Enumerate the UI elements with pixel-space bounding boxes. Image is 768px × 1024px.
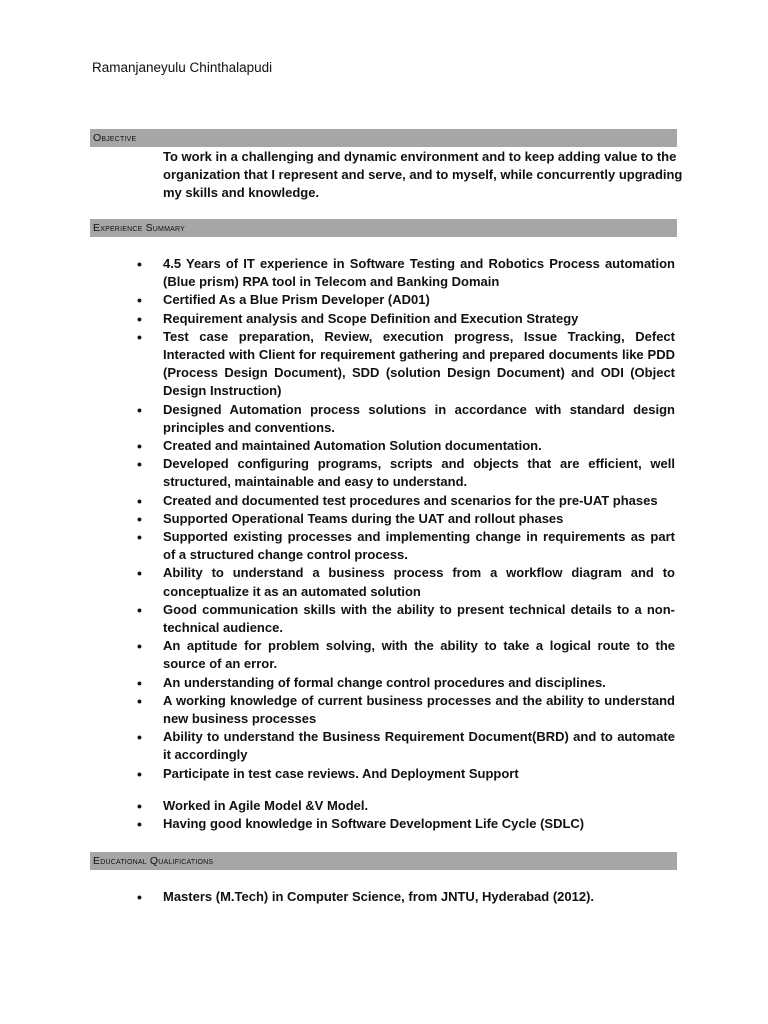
list-item: • Certified As a Blue Prism Developer (AD01) [0,291,675,309]
list-item: • Developed configuring programs, scripts and objects that are efficient, well structured, maintainable and easy to understand. [0,455,675,491]
experience-list [0,255,675,783]
experience-extra-list [0,797,675,833]
list-item: • Test case preparation, Review, execution progress, Issue Tracking, Defect Interacted with Client for requirement gathering and prepared documents like PDD (Process Design Document), SDD (solution Design Document) and ODI (Object Design Instruction) [0,328,675,401]
list-item: • Good communication skills with the ability to present technical details to a non-technical audience. [0,601,675,637]
list-item: • Having good knowledge in Software Development Life Cycle (SDLC) [0,815,675,833]
objective-text: To work in a challenging and dynamic environment and to keep adding value to the organization that I represent and serve, and to myself, while concurrently upgrading my skills and knowledge. [163,149,683,200]
education-list [0,888,675,906]
list-item: • Ability to understand the Business Requirement Document(BRD) and to automate it accordingly [0,728,675,764]
list-item: • An aptitude for problem solving, with the ability to take a logical route to the source of an error. [0,637,675,673]
list-item: • Worked in Agile Model &V Model. [0,797,675,815]
list-item: • Masters (M.Tech) in Computer Science, from JNTU, Hyderabad (2012). [0,888,675,906]
list-item: • Created and documented test procedures and scenarios for the pre-UAT phases [0,492,675,510]
list-item: • Designed Automation process solutions in accordance with standard design principles and conventions. [0,401,675,437]
list-item: • Participate in test case reviews. And Deployment Support [0,765,675,783]
candidate-name: Ramanjaneyulu Chinthalapudi [92,60,273,75]
experience-heading: Experience Summary [90,219,677,237]
list-item: • Requirement analysis and Scope Definition and Execution Strategy [0,310,675,328]
list-item: • Supported Operational Teams during the UAT and rollout phases [0,510,675,528]
education-heading: Educational Qualifications [90,852,677,870]
objective-heading: Objective [90,129,677,147]
list-item: • A working knowledge of current business processes and the ability to understand new business processes [0,692,675,728]
list-item: • Created and maintained Automation Solution documentation. [0,437,675,455]
list-item: • Supported existing processes and implementing change in requirements as part of a structured change control process. [0,528,675,564]
list-item: • 4.5 Years of IT experience in Software Testing and Robotics Process automation (Blue prism) RPA tool in Telecom and Banking Domain [0,255,675,291]
list-item: • Ability to understand a business process from a workflow diagram and to conceptualize it as an automated solution [0,564,675,600]
list-item: • An understanding of formal change control procedures and disciplines. [0,674,675,692]
